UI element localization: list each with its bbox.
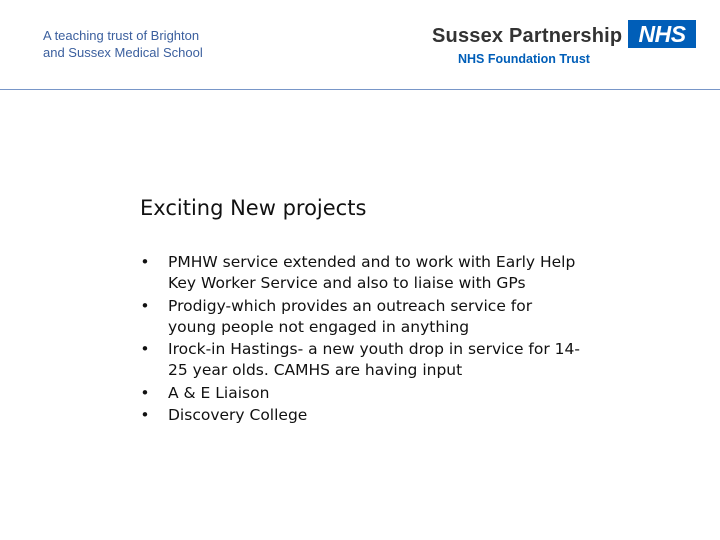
bullet-item bbox=[140, 405, 580, 426]
header-divider bbox=[0, 89, 720, 90]
bullet-dot-icon: • bbox=[140, 383, 150, 402]
bullet-item bbox=[140, 252, 580, 294]
slide-title: Exciting New projects bbox=[140, 196, 367, 220]
bullet-dot-icon: • bbox=[140, 406, 150, 424]
sussex-partnership-logo bbox=[432, 20, 702, 70]
nhs-logo-badge: NHS bbox=[628, 20, 696, 48]
bullet-item bbox=[140, 383, 580, 404]
org-name: Sussex Partnership bbox=[432, 25, 623, 47]
bullet-dot-icon: • bbox=[140, 253, 150, 271]
bullet-dot-icon: • bbox=[140, 296, 150, 315]
bullet-text: PMHW service extended and to work with Early Help Key Worker Service and also to liaise with GPs bbox=[168, 253, 576, 292]
bullet-text: Irock-in Hastings- a new youth drop in service for 14-25 year olds. CAMHS are having input bbox=[168, 340, 580, 379]
tagline-line-2: and Sussex Medical School bbox=[43, 45, 203, 60]
bullet-item bbox=[140, 339, 580, 381]
bullet-text: A & E Liaison bbox=[168, 383, 270, 402]
bullet-list bbox=[140, 252, 580, 428]
trust-tagline bbox=[43, 27, 243, 61]
bullet-text: Prodigy-which provides an outreach service for young people not engaged in anything bbox=[168, 296, 533, 336]
bullet-text: Discovery College bbox=[168, 406, 308, 424]
org-subtitle: NHS Foundation Trust bbox=[458, 52, 590, 66]
bullet-item bbox=[140, 296, 580, 338]
bullet-dot-icon: • bbox=[140, 340, 150, 358]
tagline-line-1: A teaching trust of Brighton bbox=[43, 28, 200, 43]
